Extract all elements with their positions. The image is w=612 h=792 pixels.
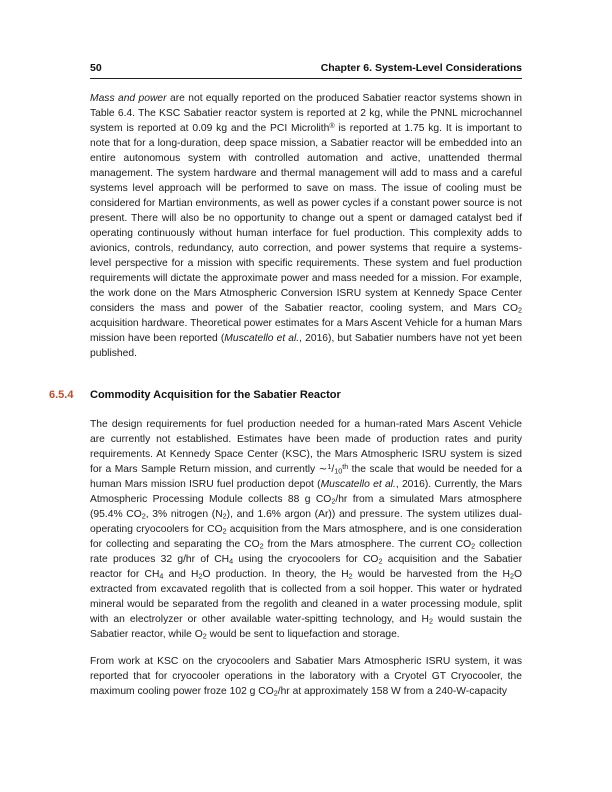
paragraph: The design requirements for fuel production needed for a human-rated Mars Ascent Vehicle are currently not established. Estimates have been made of production rates and purity requirements. At Kennedy Space Center (KSC), the Mars Atmospheric ISRU system is sized for a Mars Sample Return mission, and currently $\sim^1/_{10}^{th}$ the scale that would be needed for a human Mars mission ISRU fuel production depot (Muscatello et al., 2016). Currently, the Mars Atmospheric Processing Module collects 88 g $CO_2/hr$ from a simulated Mars atmosphere (95.4% $CO_2$, 3% nitrogen $(N_2)$, and 1.6% argon (Ar)) and pressure. The system utilizes dual-operating cryocoolers for $CO_2$ acquisition from the Mars atmosphere, and is one consideration for collecting and separating the $CO_2$ from the Mars atmosphere. The current $CO_2$ collection rate produces 32 g/hr of $CH_4$ using the cryocoolers for $CO_2$ acquisition and the Sabatier reactor for $CH_4$ and $H_2O$ production. In theory, the $H_2$ would be harvested from the $H_2O$ extracted from excavated regolith that is collected from a soil hopper. This water or hydrated mineral would be separated from the regolith and cleaned in a water processing module, split with an electrolyzer or other available water-spitting technology, and $H_2$ would sustain the Sabatier reactor, while $O_2$ would be sent to liquefaction and storage. [90,419,523,641]
section-number: 6.5.4 [49,389,74,401]
section-heading [49,388,522,403]
page-number: 50 [90,62,102,74]
page-header [90,62,522,79]
section-title: Commodity Acquisition for the Sabatier Reactor [90,389,341,401]
text-column [49,62,523,699]
paragraph: From work at KSC on the cryocoolers and Sabatier Mars Atmospheric ISRU system, it was reported that for cryocooler operations in the laboratory with a Cryotel GT Cryocooler, the maximum cooling power froze 102 g $CO_2/hr$ at approximately 158 W from a 240-W-capacity [90,656,522,698]
paragraph: Mass and power are not equally reported on the produced Sabatier reactor systems shown in Table 6.4. The KSC Sabatier reactor system is reported at 2 kg, while the PNNL microchannel system is reported at 0.09 kg and the PCI Microlith® is reported at 1.75 kg. It is important to note that for a long-duration, deep space mission, a Sabatier reactor will be embedded into an entire autonomous system with controlled automation and active, unattended thermal management. The system hardware and thermal management will add to mass and a careful systems level approach will be performed to save on mass. The issue of cooling must be considered for Martian environments, as well as power cycles if a constant power source is not present. There will also be no opportunity to change out a spent or damaged catalyst bed if operating continuously without human interface for fuel production. This complexity adds to avionics, controls, redundancy, auto correction, and power systems that require a systems-level perspective for a mission with specific requirements. These system and fuel production requirements will dictate the approximate power and mass needed for a mission. For example, the work done on the Mars Atmospheric Conversion ISRU system at Kennedy Space Center considers the mass and power of the Sabatier reactor, cooling system, and Mars $CO_2$ acquisition hardware. Theoretical power estimates for a Mars Ascent Vehicle for a human Mars mission have been reported (Muscatello et al., 2016), but Sabatier numbers have not yet been published. [90,93,522,359]
running-chapter-title: Chapter 6. System-Level Considerations [320,62,522,74]
body-text [49,91,523,699]
